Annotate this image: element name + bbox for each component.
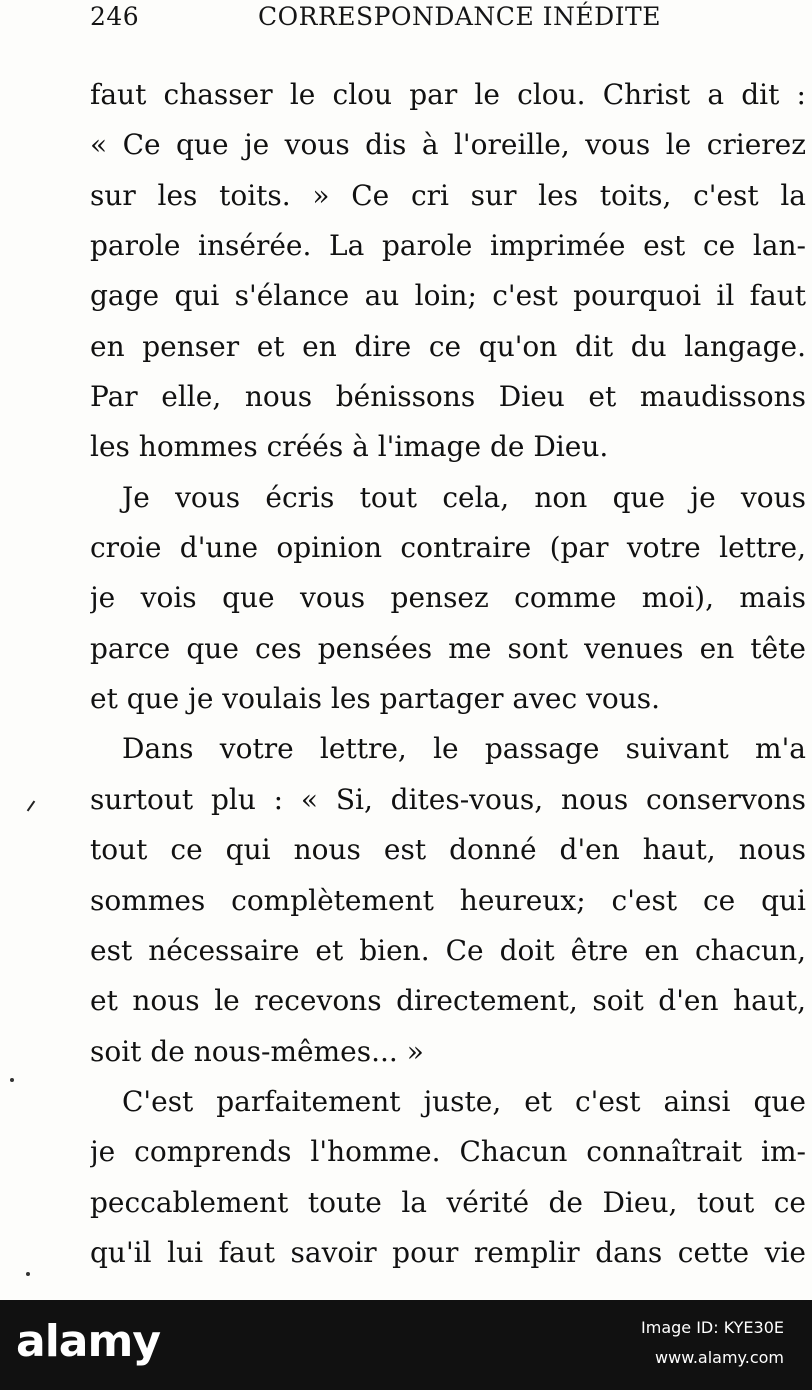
text-line: faut chasser le clou par le clou. Christ a dit : (90, 78, 806, 111)
book-title: CORRESPONDANCE INÉDITE (258, 2, 661, 31)
text-line: « Ce que je vous dis à l'oreille, vous le crierez (90, 128, 806, 162)
text-line: surtout plu : « Si, dites-vous, nous conservons (90, 782, 806, 816)
text-line: Je vous écris tout cela, non que je vous (122, 480, 806, 514)
text-line: croie d'une opinion contraire (par votre lettre, (90, 531, 806, 565)
text-line: et que je voulais les partager avec vous. (90, 682, 661, 716)
text-line: parole insérée. La parole imprimée est ce lan- (90, 229, 806, 263)
page-number: 246 (90, 2, 140, 31)
text-line: tout ce qui nous est donné d'en haut, nous (90, 833, 806, 867)
text-line: je vois que vous pensez comme moi), mais (90, 581, 806, 615)
site-url: www.alamy.com (655, 1348, 784, 1367)
text-line: et nous le recevons directement, soit d'en haut, (90, 984, 806, 1018)
text-line: C'est parfaitement juste, et c'est ainsi que (122, 1084, 806, 1118)
text-line: gage qui s'élance au loin; c'est pourquoi il faut (90, 279, 806, 313)
text-line: Par elle, nous bénissons Dieu et maudissons (90, 380, 806, 414)
text-line: parce que ces pensées me sont venues en tête (90, 631, 806, 665)
margin-pencil-mark (27, 801, 36, 812)
text-line: je comprends l'homme. Chacun connaîtrait im- (90, 1135, 806, 1169)
text-line: Dans votre lettre, le passage suivant m'a (122, 732, 806, 766)
text-line: peccablement toute la vérité de Dieu, tout ce (90, 1185, 806, 1219)
image-id: Image ID: KYE30E (641, 1318, 784, 1337)
text-line: les hommes créés à l'image de Dieu. (90, 430, 609, 464)
text-line: soit de nous-mêmes... » (90, 1034, 424, 1068)
text-line: en penser et en dire ce qu'on dit du langage. (90, 329, 806, 363)
margin-speck (26, 1272, 30, 1276)
running-head (90, 2, 740, 38)
text-line: sommes complètement heureux; c'est ce qui (90, 883, 806, 917)
text-line: qu'il lui faut savoir pour remplir dans cette vie (90, 1235, 806, 1269)
brand-logo: alamy (16, 1316, 160, 1367)
body-text (90, 70, 806, 1278)
margin-speck (10, 1078, 14, 1082)
text-line: sur les toits. » Ce cri sur les toits, c'est la (90, 178, 806, 212)
text-line: est nécessaire et bien. Ce doit être en chacun, (90, 933, 806, 967)
